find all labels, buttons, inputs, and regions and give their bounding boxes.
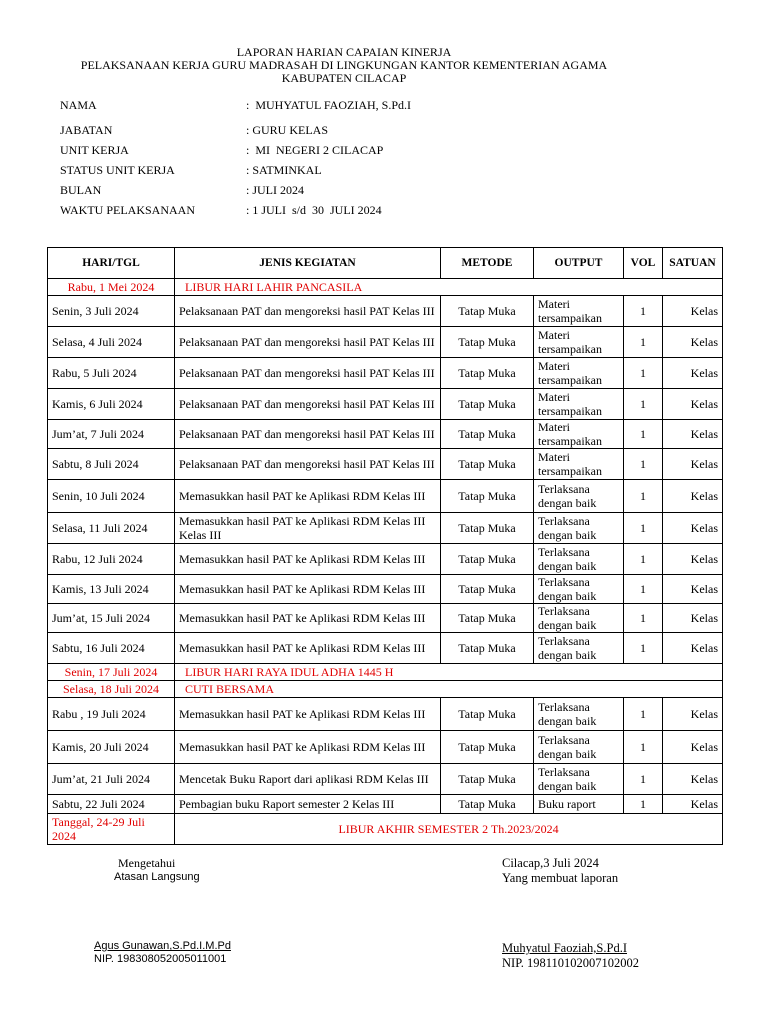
holiday-date: Rabu, 1 Mei 2024 [48,279,175,296]
info-label: WAKTU PELAKSANAAN [60,203,195,217]
row-output: Materi tersampaikan [534,358,624,389]
approver-block [94,856,200,883]
row-method: Tatap Muka [441,449,534,480]
row-output: Terlaksana dengan baik [534,698,624,731]
row-vol: 1 [624,795,663,814]
holiday-row [48,681,723,698]
row-unit: Kelas [663,795,723,814]
row-unit: Kelas [663,604,723,633]
row-date: Jum’at, 7 Juli 2024 [48,420,175,449]
holiday-date: Senin, 17 Juli 2024 [48,664,175,681]
row-activity: Pelaksanaan PAT dan mengoreksi hasil PAT Kelas III [175,296,441,327]
reporter-caption: Yang membuat laporan [502,871,619,885]
info-value: : MUHYATUL FAOZIAH, S.Pd.I [246,98,412,112]
table-row [48,420,723,449]
row-vol: 1 [624,449,663,480]
row-date: Selasa, 4 Juli 2024 [48,327,175,358]
col-header-vol: VOL [624,248,663,279]
row-output: Buku raport [534,795,624,814]
col-header-output: OUTPUT [534,248,624,279]
reporter-name: Muhyatul Faoziah,S.Pd.I [502,941,627,955]
table-row [48,698,723,731]
row-vol: 1 [624,296,663,327]
row-date: Sabtu, 8 Juli 2024 [48,449,175,480]
row-date: Sabtu, 16 Juli 2024 [48,633,175,664]
row-vol: 1 [624,604,663,633]
row-activity: Pelaksanaan PAT dan mengoreksi hasil PAT Kelas III [175,389,441,420]
row-method: Tatap Muka [441,795,534,814]
row-vol: 1 [624,480,663,513]
row-vol: 1 [624,513,663,544]
approver-nip: NIP. 198308052005011001 [94,953,227,965]
row-unit: Kelas [663,296,723,327]
info-label: JABATAN [60,123,113,137]
row-method: Tatap Muka [441,575,534,604]
row-date: Jum’at, 21 Juli 2024 [48,764,175,795]
row-output: Terlaksana dengan baik [534,604,624,633]
row-method: Tatap Muka [441,633,534,664]
row-unit: Kelas [663,544,723,575]
row-method: Tatap Muka [441,296,534,327]
holiday-row [48,664,723,681]
row-date: Jum’at, 15 Juli 2024 [48,604,175,633]
table-row [48,480,723,513]
row-vol: 1 [624,544,663,575]
table-body [48,279,723,845]
reporter-nip: NIP. 198110102007102002 [502,956,640,970]
row-date: Kamis, 20 Juli 2024 [48,731,175,764]
table-header-row [48,248,723,279]
table-row [48,513,723,544]
reporter-signature [502,941,639,971]
approver-role: Atasan Langsung [114,871,200,883]
table-row [48,795,723,814]
info-value: : SATMINKAL [246,163,322,177]
info-value: : JULI 2024 [246,183,304,197]
col-header-method: METODE [441,248,534,279]
row-method: Tatap Muka [441,544,534,575]
row-method: Tatap Muka [441,764,534,795]
row-vol: 1 [624,358,663,389]
report-date: Cilacap,3 Juli 2024 [502,856,599,870]
row-activity: Memasukkan hasil PAT ke Aplikasi RDM Kelas III [175,731,441,764]
row-vol: 1 [624,420,663,449]
row-output: Terlaksana dengan baik [534,575,624,604]
row-unit: Kelas [663,731,723,764]
row-date: Sabtu, 22 Juli 2024 [48,795,175,814]
col-header-unit: SATUAN [663,248,723,279]
table-row [48,633,723,664]
table-row [48,731,723,764]
row-output: Materi tersampaikan [534,449,624,480]
row-unit: Kelas [663,449,723,480]
row-unit: Kelas [663,480,723,513]
info-value: : MI NEGERI 2 CILACAP [246,143,384,157]
row-date: Rabu , 19 Juli 2024 [48,698,175,731]
info-label: BULAN [60,183,102,197]
row-unit: Kelas [663,513,723,544]
row-output: Materi tersampaikan [534,389,624,420]
report-subtitle: PELAKSANAAN KERJA GURU MADRASAH DI LINGKUNGAN KANTOR KEMENTERIAN AGAMA [80,58,608,72]
row-method: Tatap Muka [441,604,534,633]
row-method: Tatap Muka [441,698,534,731]
row-activity: Mencetak Buku Raport dari aplikasi RDM Kelas III [175,764,441,795]
row-unit: Kelas [663,420,723,449]
holiday-note: LIBUR HARI RAYA IDUL ADHA 1445 H [175,664,723,681]
report-region: KABUPATEN CILACAP [281,71,407,85]
holiday-note: LIBUR AKHIR SEMESTER 2 Th.2023/2024 [175,814,723,845]
row-date: Senin, 10 Juli 2024 [48,480,175,513]
row-unit: Kelas [663,764,723,795]
row-unit: Kelas [663,389,723,420]
info-label: UNIT KERJA [60,143,129,157]
holiday-note: LIBUR HARI LAHIR PANCASILA [175,279,723,296]
row-activity: Pelaksanaan PAT dan mengoreksi hasil PAT Kelas III [175,358,441,389]
row-vol: 1 [624,731,663,764]
table-row [48,764,723,795]
table-row [48,575,723,604]
report-title: LAPORAN HARIAN CAPAIAN KINERJA [236,45,452,59]
row-vol: 1 [624,764,663,795]
holiday-row [48,279,723,296]
row-method: Tatap Muka [441,480,534,513]
col-header-activity: JENIS KEGIATAN [175,248,441,279]
col-header-date: HARI/TGL [48,248,175,279]
row-vol: 1 [624,698,663,731]
info-label: NAMA [60,98,97,112]
holiday-row [48,814,723,845]
row-output: Terlaksana dengan baik [534,513,624,544]
row-activity: Memasukkan hasil PAT ke Aplikasi RDM Kelas III [175,698,441,731]
approver-signature [94,940,231,966]
table-row [48,327,723,358]
row-unit: Kelas [663,698,723,731]
row-output: Materi tersampaikan [534,296,624,327]
row-vol: 1 [624,389,663,420]
row-output: Terlaksana dengan baik [534,633,624,664]
activity-table [47,247,723,845]
row-date: Selasa, 11 Juli 2024 [48,513,175,544]
row-activity: Pelaksanaan PAT dan mengoreksi hasil PAT Kelas III [175,449,441,480]
row-method: Tatap Muka [441,358,534,389]
row-unit: Kelas [663,575,723,604]
row-unit: Kelas [663,358,723,389]
approver-name: Agus Gunawan,S.Pd.I.M.Pd [94,940,231,952]
row-date: Kamis, 13 Juli 2024 [48,575,175,604]
row-method: Tatap Muka [441,420,534,449]
row-output: Terlaksana dengan baik [534,544,624,575]
row-date: Kamis, 6 Juli 2024 [48,389,175,420]
table-row [48,449,723,480]
reporter-block [502,856,618,886]
row-output: Terlaksana dengan baik [534,731,624,764]
holiday-date: Tanggal, 24-29 Juli 2024 [48,814,175,845]
row-date: Rabu, 12 Juli 2024 [48,544,175,575]
row-activity: Memasukkan hasil PAT ke Aplikasi RDM Kelas III [175,633,441,664]
row-activity: Pelaksanaan PAT dan mengoreksi hasil PAT Kelas III [175,420,441,449]
holiday-note: CUTI BERSAMA [175,681,723,698]
row-output: Materi tersampaikan [534,420,624,449]
row-method: Tatap Muka [441,513,534,544]
row-unit: Kelas [663,633,723,664]
row-activity: Pembagian buku Raport semester 2 Kelas III [175,795,441,814]
row-activity: Pelaksanaan PAT dan mengoreksi hasil PAT Kelas III [175,327,441,358]
info-label: STATUS UNIT KERJA [60,163,175,177]
row-vol: 1 [624,575,663,604]
row-output: Terlaksana dengan baik [534,480,624,513]
row-activity: Memasukkan hasil PAT ke Aplikasi RDM Kelas III [175,575,441,604]
row-output: Terlaksana dengan baik [534,764,624,795]
table-row [48,296,723,327]
row-unit: Kelas [663,327,723,358]
holiday-date: Selasa, 18 Juli 2024 [48,681,175,698]
table-row [48,358,723,389]
row-activity: Memasukkan hasil PAT ke Aplikasi RDM Kelas III [175,604,441,633]
table-row [48,544,723,575]
row-method: Tatap Muka [441,731,534,764]
info-value: : 1 JULI s/d 30 JULI 2024 [246,203,382,217]
table-row [48,389,723,420]
row-activity: Memasukkan hasil PAT ke Aplikasi RDM Kelas III [175,480,441,513]
row-activity: Memasukkan hasil PAT ke Aplikasi RDM Kelas III [175,544,441,575]
row-method: Tatap Muka [441,327,534,358]
row-vol: 1 [624,327,663,358]
report-header [0,46,688,85]
row-date: Rabu, 5 Juli 2024 [48,358,175,389]
row-method: Tatap Muka [441,389,534,420]
info-value: : GURU KELAS [246,123,329,137]
row-activity: Memasukkan hasil PAT ke Aplikasi RDM Kelas III Kelas III [175,513,441,544]
table-row [48,604,723,633]
row-date: Senin, 3 Juli 2024 [48,296,175,327]
row-output: Materi tersampaikan [534,327,624,358]
row-vol: 1 [624,633,663,664]
approver-caption: Mengetahui [118,856,176,870]
